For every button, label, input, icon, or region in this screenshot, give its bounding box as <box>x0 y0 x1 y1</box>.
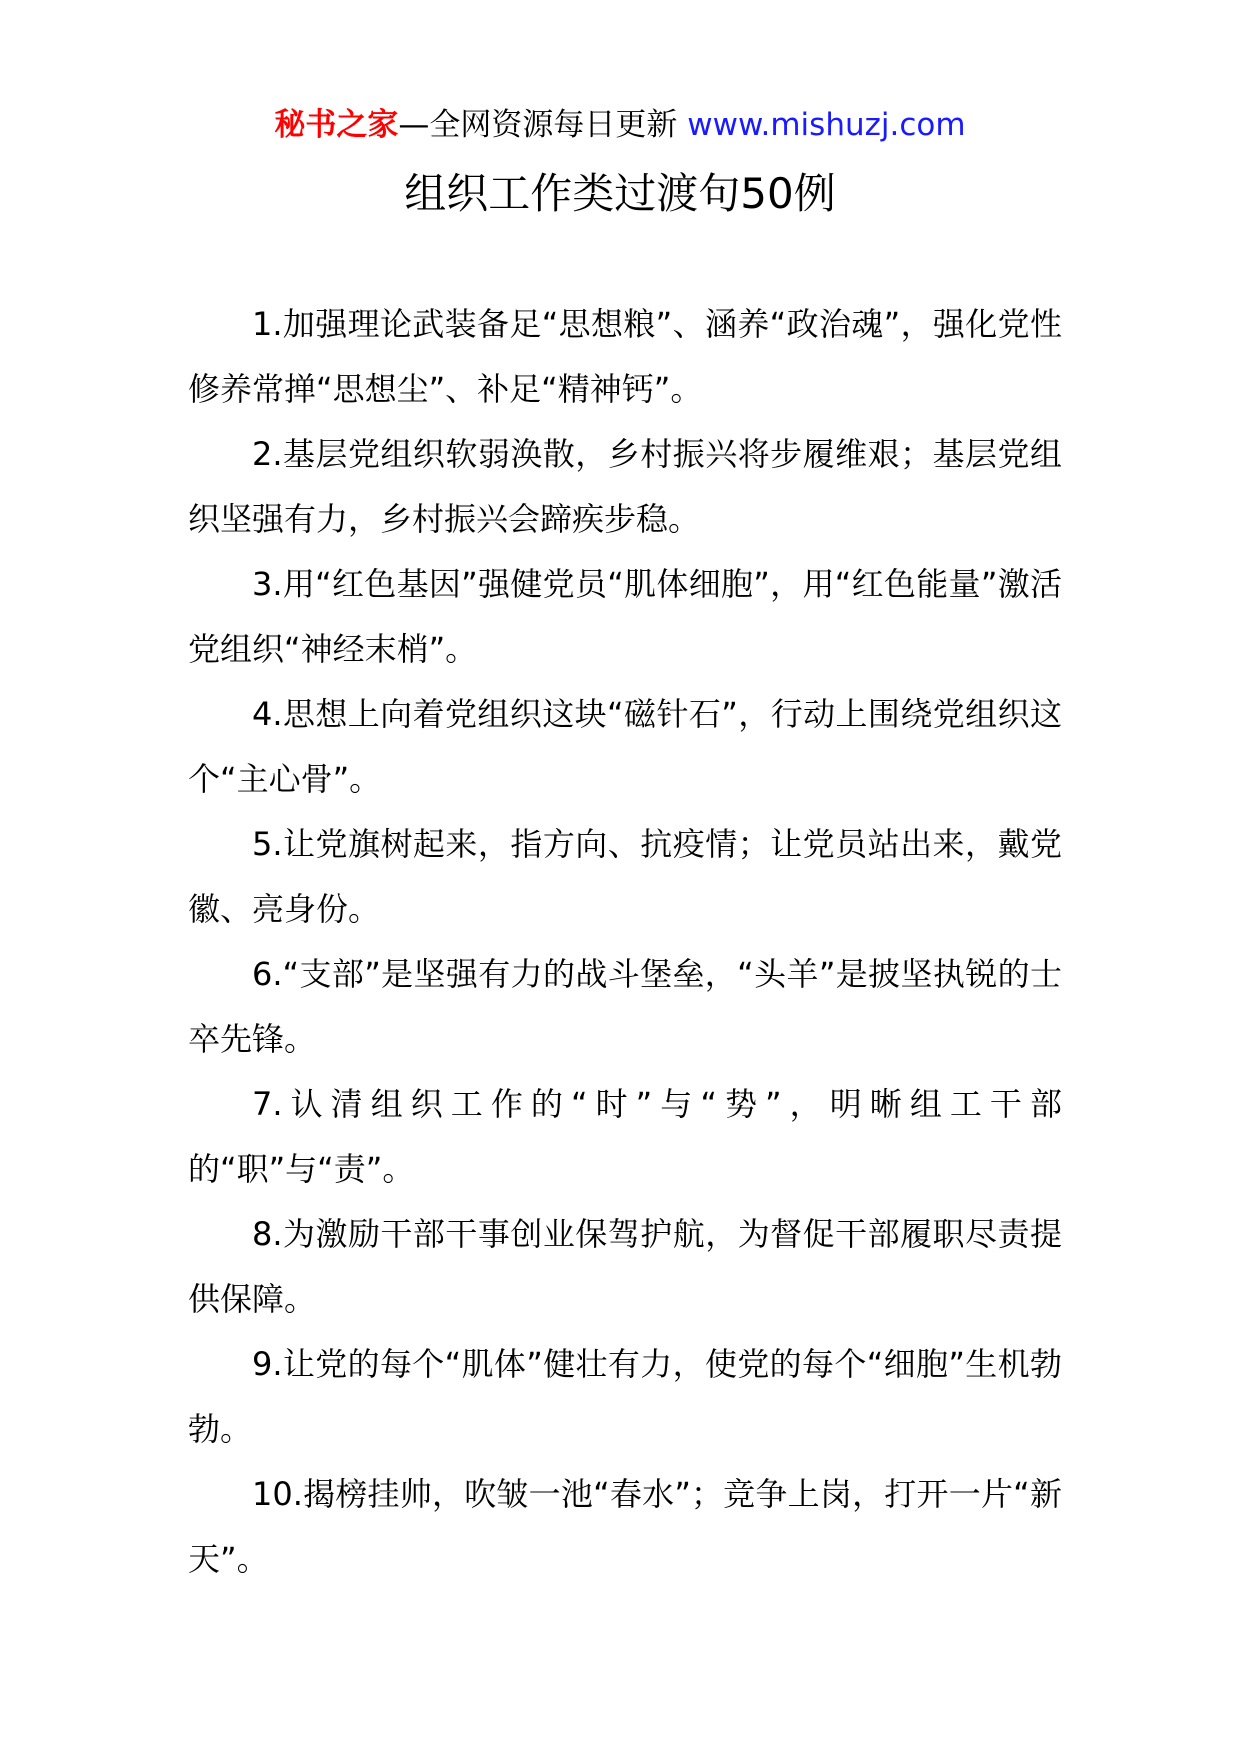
list-item: 6.“支部”是坚强有力的战斗堡垒，“头羊”是披坚执锐的士卒先锋。 <box>188 955 1062 1058</box>
page-header <box>0 100 1240 150</box>
list-item: 4.思想上向着党组织这块“磁针石”，行动上围绕党组织这个“主心骨”。 <box>188 695 1062 798</box>
list-item: 2.基层党组织软弱涣散，乡村振兴将步履维艰；基层党组织坚强有力，乡村振兴会蹄疾步稳。 <box>188 435 1062 538</box>
page-title: 组织工作类过渡句50例 <box>404 169 836 218</box>
site-url-link[interactable]: www.mishuzj.com <box>687 107 966 143</box>
list-item: 8.为激励干部干事创业保驾护航，为督促干部履职尽责提供保障。 <box>188 1215 1062 1318</box>
list-item: 7.认清组织工作的“时”与“势”，明晰组工干部的“职”与“责”。 <box>188 1085 1062 1188</box>
list-item: 5.让党旗树起来，指方向、抗疫情；让党员站出来，戴党徽、亮身份。 <box>188 825 1062 928</box>
document-body <box>188 292 1062 1592</box>
list-item: 3.用“红色基因”强健党员“肌体细胞”，用“红色能量”激活党组织“神经末梢”。 <box>188 565 1062 668</box>
header-slogan: —全网资源每日更新 <box>398 107 678 143</box>
list-item: 1.加强理论武装备足“思想粮”、涵养“政治魂”，强化党性修养常掸“思想尘”、补足“精神钙”。 <box>188 305 1062 408</box>
list-item: 10.揭榜挂帅，吹皱一池“春水”；竞争上岗，打开一片“新天”。 <box>188 1475 1062 1578</box>
list-item: 9.让党的每个“肌体”健壮有力，使党的每个“细胞”生机勃勃。 <box>188 1345 1062 1448</box>
brand-name: 秘书之家 <box>274 107 399 143</box>
